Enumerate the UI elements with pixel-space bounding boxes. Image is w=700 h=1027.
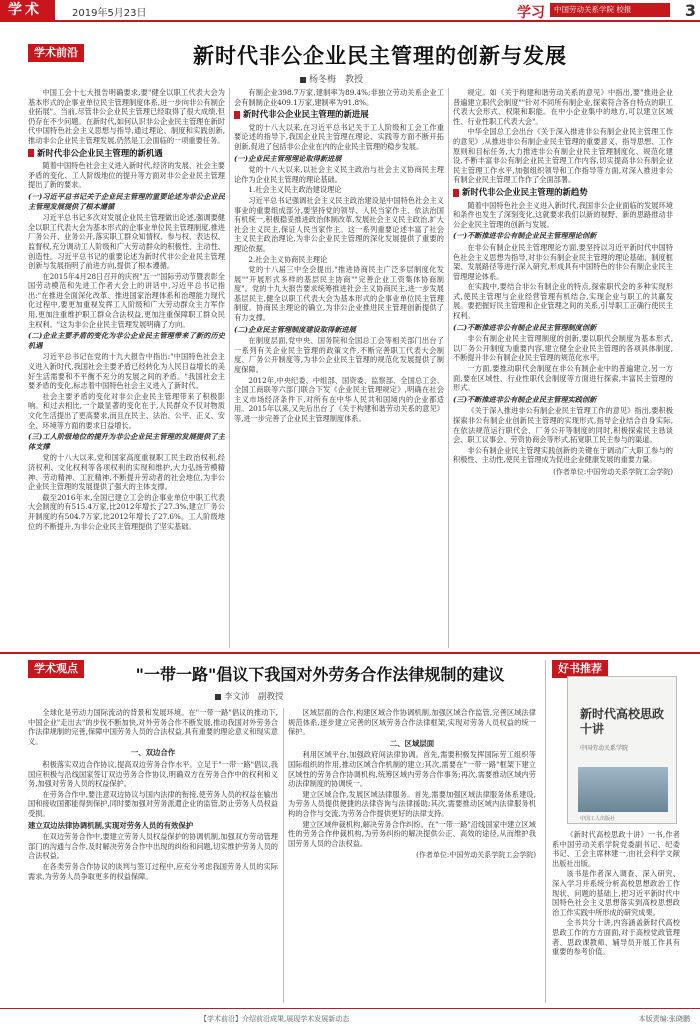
column-divider — [283, 708, 284, 1003]
article-column-2 — [234, 88, 444, 648]
section-heading-3: 新时代非公企业民主管理的新趋势 — [453, 188, 673, 198]
paragraph: 在实践中,要结合非公有制企业的特点,探索职代会的多种实现形式,使民主管理与企业经营管理有机结合,实现企业与职工的共赢发展。要把握好民主管理和企业管理之间的关系,引导职工正确行使民主权利。 — [453, 282, 673, 321]
paragraph: 一方面,要推动职代会制度在非公有制企业中的普遍建立,另一方面,要在区域性、行业性职代会制度等方面进行探索,丰富民主管理的形式。 — [453, 364, 673, 393]
paragraph: 在2015年4月28日召开的庆祝"五一"国际劳动节暨表彰全国劳动模范和先进工作者大会上的讲话中,习近平总书记指出:"在推进全面深化改革、推进国家治理体系和治理能力现代化过程中,要更加重视发挥工人阶级和广大劳动群众主力军作用,更加注重维护职工群众合法权益,更加注重保障职工群众民主权利。"这为非公企业民主管理发展明确了方向。 — [28, 271, 225, 329]
subheading: (二)企业民主管理制度建设取得新进展 — [234, 324, 356, 334]
paragraph: 社会主要矛盾的变化对非公企业民主管理带来了积极影响。和过去相比,一个最显著的变化在于,人民群众不仅对物质文化生活提出了更高要求,而且在民主、法治、公平、正义、安全、环境等方面的要求日益增长。 — [28, 391, 225, 430]
section-tag-viewpoint: 学术观点 — [28, 660, 84, 678]
footer-editor: 本版责编:张晓鹏 — [638, 1015, 690, 1023]
paragraph: 区域层面的合作,构建区域合作协调机制,加强区域合作监管,完善区域法律规范体系,逐步建立完善的区域劳务合作法律框架,实现对劳务人员权益的统一保护。 — [288, 708, 536, 737]
paragraph: 习近平总书记在党的十九大报告中指出:"中国特色社会主义进入新时代,我国社会主要矛盾已经转化为人民日益增长的美好生活需要和不平衡不充分的发展之间的矛盾。"我国社会主要矛盾的变化,标志着中国特色社会主义进入了新时代。 — [28, 352, 225, 391]
subheading: (三)工人阶级地位的提升为非公企业民主管理的发展提供了主体支撑 — [28, 432, 225, 451]
paragraph: 规定。如《关于构建和谐劳动关系的意见》中指出,要"推进企业普遍建立职代会制度""针对不同所有制企业,探索符合各自特点的职工代表大会形式、权限和职能。在中小企业集中的地方,可以建立区域性、行业性职工代表大会"。 — [453, 88, 673, 126]
column-divider — [229, 88, 230, 648]
column-divider — [545, 660, 546, 1003]
author-credit: (作者单位:中国劳动关系学院工会学院) — [553, 467, 673, 476]
column-divider — [448, 88, 449, 648]
section-tag-book: 好书推荐 — [552, 660, 608, 678]
section-tag-frontier: 学术前沿 — [28, 44, 84, 62]
paragraph: 截至2016年末,全国已建立工会的企事业单位中职工代表大会制度的有515.4万家,比2012年增长了27.3%,建立厂务公开制度的有504.7万家,比2012年增长了27.6%。工人阶级地位的不断提升,为非公企业民主管理提供了坚实基础。 — [28, 492, 225, 531]
paragraph: 随着中国特色社会主义进入新时代,我国非公企业面临的发展环境和条件也发生了深刻变化,这就要求我们以新的视野、新的思路推动非公企业民主管理的创新与发展。 — [453, 200, 673, 229]
paragraph: 在非公有制企业民主管理理论方面,要坚持以习近平新时代中国特色社会主义思想为指导,对非公有制企业民主管理的理论基础、制度框架、发展路径等进行深入研究,形成具有中国特色的非公有制企业民主管理理论体系。 — [453, 242, 673, 281]
paragraph: 在制度层面,党中央、国务院和全国总工会等相关部门出台了一系列有关企业民主管理的政策文件,不断完善职工代表大会制度、厂务公开制度等,为非公企业民主管理的规范化发展提供了制度保障。 — [234, 336, 444, 375]
paragraph: 党的十八届三中全会提出,"推进协商民主广泛多层制度化发展""开展形式多样的基层民主协商""完善企业工资集体协商制度"。党的十九大报告要求统筹推进社会主义协商民主,进一步发展基层民主,健全以职工代表大会为基本形式的企事业单位民主管理制度。协商民主理论的确立,为非公企业推进民主管理创新提供了有力支撑。 — [234, 265, 444, 323]
paragraph: 《新时代高校思政十讲》一书,作者系中国劳动关系学院党委副书记、纪委书记、工会主席林建一,由社会科学文献出版社出版。 — [552, 830, 680, 868]
article-title: 新时代非公企业民主管理的创新与发展 — [193, 43, 567, 68]
page-footer — [0, 1008, 700, 1027]
paragraph: 建立区域仲裁机构,解决劳务合作纠纷。在"一带一路"沿线国家中建立区域性的劳务合作仲裁机构,为劳务纠纷的解决提供公正、高效的途径,从而维护我国劳务人员的合法权益。 — [288, 819, 536, 848]
article-column-1 — [28, 88, 225, 648]
article-byline — [300, 72, 363, 85]
paragraph: 全书共分十讲,内容涵盖新时代高校思政工作的方方面面,对于高校党政管理者、思政课教师、辅导员开展工作具有重要的参考价值。 — [552, 918, 680, 957]
book-review — [552, 830, 680, 1003]
subheading: 一、双边合作 — [130, 748, 176, 758]
paragraph: 中国工会十七大报告明确要求,要"健全以职工代表大会为基本形式的企事业单位民主管理制度体系,进一步向非公有制企业拓展"。当前,尽管非公企业民主管理已经取得了很大成绩,但仍存在不少问题。在新时代,如何认识非公企业民主管理在新时代中国特色社会主义思想与指导,通过理论、制度和实践创新,推动非公企业民主管理发展,仍然是工会面临的一项重要任务。 — [28, 88, 225, 145]
paragraph: 利用区域平台,加强政府间法律协调。首先,需要积极发挥国际劳工组织等国际组织的作用,推动区域合作机制的建立;其次,需要在"一带一路"框架下建立区域性的劳务合作协调机构,统筹区域内劳务合作事务;再次,需要推动区域内劳动法律制度的协调统一。 — [288, 750, 536, 789]
byline-square-icon — [300, 77, 306, 83]
paragraph: 中华全国总工会出台《关于深入推进非公有制企业民主管理工作的意见》,从推进非公有制企业民主管理的重要意义、指导思想、工作原则和目标任务,大力推进非公有制企业民主管理制度化、规范化建设,不断丰富非公有制企业民主管理工作内容,切实提高非公有制企业民主管理工作水平,加强组织领导和工作指导等方面,对深入推进非公有制企业民主管理工作作了全面部署。 — [453, 127, 673, 185]
paragraph: 党的十八大以来,以社会主义民主政治与社会主义协商民主理论作为企业民主管理的理论基础。 — [234, 165, 444, 184]
paragraph: 该书是作者深入调查、深入研究、深入学习并系统分析高校思想政治工作现状、问题的基础上,把习近平新时代中国特色社会主义思想落实到高校思想政治工作实践中所形成的研究成果。 — [552, 869, 680, 917]
book-cover-title: 新时代高校思政十讲 — [580, 707, 665, 736]
book-cover-subtitle: 中国劳动关系学院 — [580, 745, 629, 752]
subheading: (一)不断推进非公有制企业民主管理理论创新 — [453, 231, 597, 241]
paragraph: 2012年,中央纪委、中组部、国资委、监察部、全国总工会、全国工商联等六部门联合下发《企业民主管理规定》,明确在社会主义市场经济条件下,对所有在中华人民共和国境内的企业都适用。2015年以来,又先后出台了《关于构建和谐劳动关系的意见》等,进一步完善了企业民主管理制度体系。 — [234, 375, 444, 423]
paragraph: 积极落实双边合作协议,提高双边劳务合作水平。立足于"一带一路"倡议,我国应积极与沿线国家签订双边劳务合作协议,明确双方在劳务合作中的权利和义务,加强对劳务人员的权益保护。 — [28, 759, 278, 789]
paragraph: 在双边劳务合作中,要建立劳务人员权益保护的协调机制,加强双方劳动管理部门的沟通与合作,及时解决劳务合作中出现的纠纷和问题,切实维护劳务人员的合法权益。 — [28, 832, 278, 861]
paragraph: 随着中国特色社会主义进入新时代,经济的发展、社会主要矛盾的变化、工人阶级地位的提升等方面对非公企业民主管理提出了新的要求。 — [28, 161, 225, 190]
paragraph: 全球化是劳动力国际流动的背景和发展环境。在"一带一路"倡议的推动下,中国企业"走出去"的步伐不断加快,对外劳务合作不断发展,推动我国对外劳务合作法律规制的完善,保障中国劳务人员的合法权益,具有重要的理论意义和现实意义。 — [28, 708, 278, 746]
bottom-article-title: "一带一路"倡议下我国对外劳务合作法律规制的建议 — [135, 665, 505, 684]
paragraph: 1.社会主义民主政治建设理论 — [248, 185, 342, 195]
subheading: 建立双边法律协调机制,实现对劳务人员的有效保护 — [28, 820, 194, 830]
bottom-article-byline: 李文沛 副教授 — [215, 690, 284, 702]
byline-text: 杨冬梅 教授 — [309, 75, 364, 85]
issue-date: 2019年5月23日 — [72, 8, 147, 19]
paragraph: 在劳务合作中,要注意双边协议与国内法律的衔接,使劳务人员的权益在输出国和接收国都能得到保护,同时要加强对劳务派遣企业的监管,防止劳务人员权益受损。 — [28, 789, 278, 818]
section-heading-2: 新时代非公企业民主管理的新进展 — [234, 110, 444, 120]
heading-marker-icon — [453, 189, 459, 197]
subheading: (一)企业民主管理理论取得新进展 — [234, 153, 342, 163]
section-name: 学术 — [0, 0, 55, 20]
paragraph: 党的十八大以来,在习近平总书记关于工人阶级和工会工作重要论述的指导下,我国企业民主管理在理论、实践等方面不断开拓创新,促进了包括非公企业在内的企业民主管理的稳步发展。 — [234, 122, 444, 151]
subheading: (二)企业主要矛盾的变化为非公企业民主管理带来了新的历史机遇 — [28, 331, 225, 350]
paragraph: 非公有制企业民主管理制度的创新,要以职代会制度为基本形式,以厂务公开制度为重要内容,建立健全企业民主管理的各项具体制度,不断提升非公有制企业民主管理的规范化水平。 — [453, 334, 673, 363]
subheading: 二、区域层面 — [389, 738, 435, 748]
page-number: 3 — [684, 1, 696, 20]
paragraph: 非公有制企业民主管理实践创新的关键在于调动广大职工参与的积极性、主动性,使民主管理成为促进企业健康发展的重要力量。 — [453, 445, 673, 465]
paragraph: 有制企业398.7万家,建制率为89.4%;非独立劳动关系企业工会有制制企业409.1万家,建制率为91.8%。 — [234, 88, 444, 107]
paragraph: 《关于深入推进非公有制企业民主管理工作的意见》指出,要积极探索非公有制企业创新民主管理的实现形式,指导企业结合自身实际,在依法规范运行职代会、厂务公开等制度的同时,积极探索民主恳谈会、职工议事会、劳资协商会等形式,拓宽职工民主参与的渠道。 — [453, 406, 673, 445]
subheading: (一)习近平总书记关于企业民主管理的重要论述为非公企业民主管理发展提供了根本遵循 — [28, 191, 225, 211]
byline-square-icon — [215, 694, 221, 700]
brand-logo: 学习 — [517, 5, 545, 21]
masthead — [0, 0, 700, 22]
paragraph: 习近平总书记强调社会主义民主政治建设是中国特色社会主义事业的重要组成部分,要坚持党的领导、人民当家作主、依法治国有机统一,积极稳妥推进政治体制改革,发展社会主义民主政治,扩大社会主义民主,保证人民当家作主。这一系列重要论述丰富了社会主义民主政治理论,为非公企业民主管理的深化发展提供了重要的理论依据。 — [234, 195, 444, 253]
subheading: (二)不断推进非公有制企业民主管理制度创新 — [453, 322, 597, 332]
book-cover — [567, 676, 677, 824]
book-cover-image — [578, 767, 668, 812]
heading-marker-icon — [28, 149, 34, 157]
heading-marker-icon — [234, 111, 240, 119]
book-cover-publisher: 中国工人出版社 — [580, 816, 616, 822]
author-credit: (作者单位:中国劳动关系学院工会学院) — [416, 851, 536, 860]
article-column-3 — [453, 88, 673, 648]
brand-tagline: 中国劳动关系学院 校报 — [550, 3, 670, 17]
bottom-column-1 — [28, 708, 278, 1003]
paragraph: 在各类劳务合作协议的谈判与签订过程中,应充分考虑我国劳务人员的实际需求,为劳务人员争取更多的权益保障。 — [28, 861, 278, 881]
bottom-column-2 — [288, 708, 536, 1003]
section-heading-1: 新时代非公企业民主管理的新机遇 — [28, 149, 225, 159]
paragraph: 党的十八大以来,党和国家高度重视职工民主政治权利,经济权利、文化权利等各项权利的实现和维护,大力弘扬劳模精神、劳动精神、工匠精神,不断提升劳动者的社会地位,为非公企业民主管理的发展提供了强大的主体支撑。 — [28, 453, 225, 492]
section-divider — [0, 652, 700, 654]
subheading: (三)不断推进非公有制企业民主管理实践创新 — [453, 394, 597, 404]
footer-note: 【学术前沿】介绍前沿成果,展现学术发展新动态 — [200, 1015, 350, 1023]
paragraph: 习近平总书记多次对发展企业民主管理做出论述,强调要健全以职工代表大会为基本形式的企事业单位民主管理制度,推进厂务公开、业务公开,落实职工群众知情权、参与权、表达权、监督权,充分调动工人阶级和广大劳动群众的积极性、主动性、创造性。习近平总书记的重要论述为新时代非公企业民主管理创新与发展指明了前进方向,提供了根本遵循。 — [28, 213, 225, 271]
paragraph: 建立区域合作,发展区域法律服务。首先,需要加强区域法律服务体系建设,为劳务人员提供便捷的法律咨询与法律援助;其次,需要推动区域内法律服务机构的合作与交流,为劳务合作提供更好的法律支持。 — [288, 789, 536, 818]
paragraph: 2.社会主义协商民主理论 — [248, 254, 328, 264]
